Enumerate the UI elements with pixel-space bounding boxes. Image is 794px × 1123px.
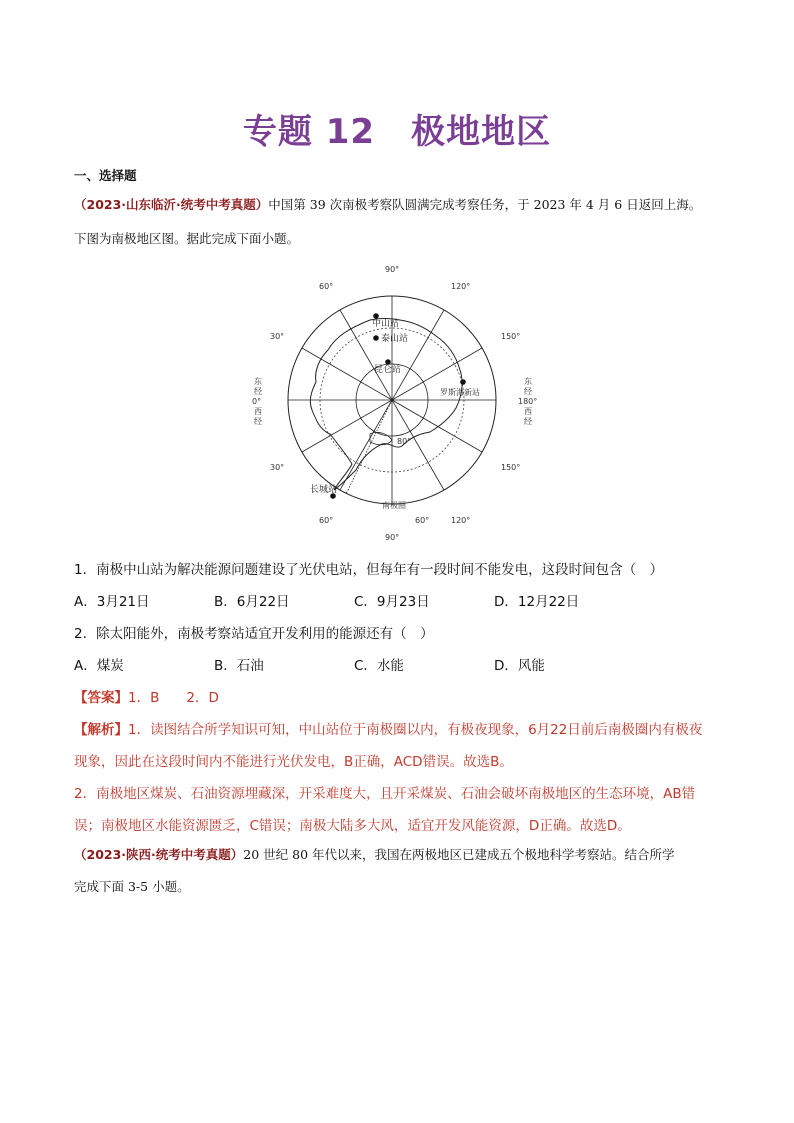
question-1: 1．南极中山站为解决能源问题建设了光伏电站，但每年有一段时间不能发电，这段时间包含（ ） [74, 562, 664, 578]
lon-150-right-lower: 150° [501, 463, 521, 472]
analysis-tag: 【解析】 [74, 722, 128, 738]
intro1-line1 [74, 196, 701, 214]
lon-120-top-right: 120° [451, 282, 471, 291]
title-topic-number: 专题 12 [242, 112, 376, 152]
luosihai-dot [460, 379, 466, 385]
analysis-line4: 误；南极地区水能资源匮乏，C错误；南极大陆多大风，适宜开发风能资源，D正确。故选D。 [74, 818, 631, 834]
intro1-source: （2023·山东临沂·统考中考真题） [74, 197, 269, 212]
analysis-line3: 2．南极地区煤炭、石油资源埋藏深，开采难度大，且开采煤炭、石油会破坏南极地区的生态环境，AB错 [74, 786, 696, 802]
question-1-options [74, 590, 579, 610]
title-topic-name: 极地地区 [411, 112, 552, 152]
page-title [0, 104, 794, 153]
answer-line [74, 686, 219, 706]
lon-90-top: 90° [385, 265, 400, 274]
taishan-dot [373, 335, 379, 341]
right-axis-3: 西 [524, 407, 532, 416]
right-axis-4: 经 [524, 417, 532, 426]
left-axis-1: 经 [254, 387, 262, 396]
taishan-label: 泰山站 [381, 334, 409, 344]
lon-60-top-left: 60° [319, 282, 334, 291]
q2-option-b: B．石油 [214, 658, 264, 674]
lon-60-bottom-left: 60° [319, 516, 334, 525]
lon-30-left-upper: 30° [270, 332, 285, 341]
intro2-line1 [74, 846, 675, 864]
q1-option-c: C．9月23日 [354, 594, 430, 610]
route-line [346, 400, 392, 494]
q1-option-d: D．12月22日 [494, 594, 580, 610]
question-2: 2．除太阳能外，南极考察站适宜开发利用的能源还有（ ） [74, 626, 434, 642]
antarctic-map [250, 258, 550, 548]
left-axis-0: 东 [254, 377, 262, 386]
intro1-text: 中国第 39 次南极考察队圆满完成考察任务，于 2023 年 4 月 6 日返回上海。 [268, 197, 702, 212]
lon-150-right-upper: 150° [501, 332, 521, 341]
lon-30-left-lower: 30° [270, 463, 285, 472]
left-axis-3: 西 [254, 407, 262, 416]
section-heading: 一、选择题 [74, 168, 137, 183]
right-axis-labels [518, 376, 537, 426]
q2-option-c: C．水能 [354, 658, 404, 674]
analysis-text-1: 1．读图结合所学知识可知，中山站位于南极圈以内，有极夜现象，6月22日前后南极圈内有极夜 [128, 722, 703, 738]
intro2-source: （2023·陕西·统考中考真题） [74, 847, 244, 862]
intro2-text: 20 世纪 80 年代以来，我国在两极地区已建成五个极地科学考察站。结合所学 [243, 847, 675, 862]
analysis-line2: 现象，因此在这段时间内不能进行光伏发电，B正确，ACD错误。故选B。 [74, 754, 513, 770]
kunlun-dot [385, 359, 391, 365]
lon-60-inner: 60° [415, 516, 430, 525]
q2-option-a: A．煤炭 [74, 658, 124, 674]
left-axis-2: 0° [252, 397, 262, 406]
right-axis-1: 经 [524, 387, 532, 396]
q1-option-b: B．6月22日 [214, 594, 290, 610]
q2-option-d: D．风能 [494, 658, 545, 674]
left-axis-labels [252, 376, 262, 426]
analysis-line1 [74, 718, 702, 738]
continent-outline [310, 319, 462, 491]
luosihai-label: 罗斯海新站 [440, 388, 480, 397]
changcheng-label: 长城站 [310, 485, 338, 495]
intro1-line2: 下图为南极地区图。据此完成下面小题。 [74, 231, 300, 246]
answer-tag: 【答案】 [74, 690, 128, 706]
kunlun-label: 昆仑站 [374, 365, 402, 375]
q1-option-a: A．3月21日 [74, 594, 150, 610]
answer-text: 1．B 2．D [128, 690, 219, 706]
lon-90-bottom: 90° [385, 533, 400, 542]
right-axis-0: 东 [524, 377, 532, 386]
zhongshan-dot [373, 313, 379, 319]
intro2-line2: 完成下面 3-5 小题。 [74, 879, 190, 894]
antarctic-map-svg [250, 258, 550, 548]
lon-80-inner: 80° [397, 437, 412, 446]
left-axis-4: 经 [254, 417, 262, 426]
antarctic-circle-label: 南极圈 [382, 501, 406, 510]
right-axis-2: 180° [518, 397, 538, 406]
lon-120-bottom-right: 120° [451, 516, 471, 525]
question-2-options [74, 654, 545, 674]
zhongshan-label: 中山站 [372, 319, 400, 329]
